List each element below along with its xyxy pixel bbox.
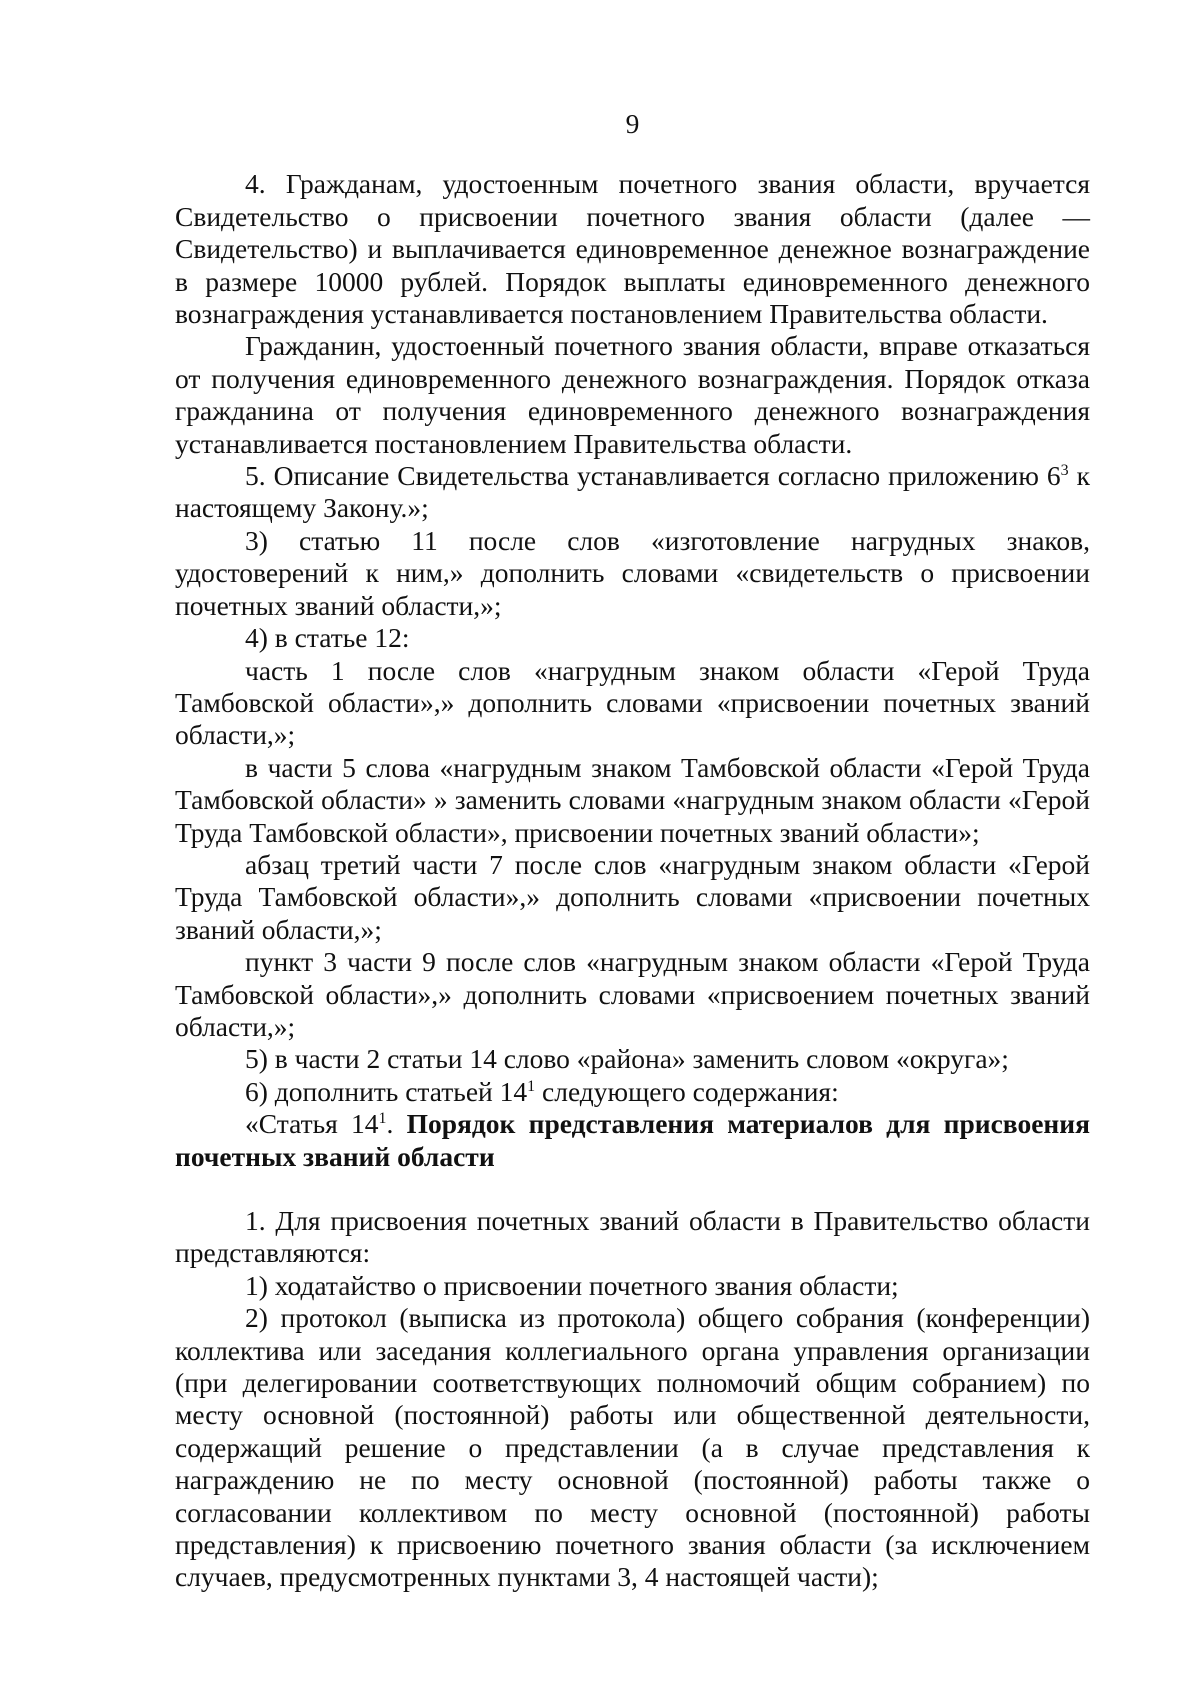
- paragraph-item-2: 2) протокол (выписка из протокола) общего собрания (конференции) коллектива или заседания коллегиального органа управления организации (при делегировании соответствующих полномочий общим собранием) по месту основной (постоянной) работы или общественной деятельности, содержащий решение о представлении (а в случае представления к награждению не по месту основной (постоянной) работы также о согласовании коллективом по месту основной (постоянной) работы представления) к присвоению почетного звания области (за исключением случаев, предусмотренных пунктами 3, 4 настоящей части);: [175, 1302, 1090, 1593]
- paragraph-award-certificate: 4. Гражданам, удостоенным почетного звания области, вручается Свидетельство о присвоении почетного звания области (далее — Свидетельство) и выплачивается единовременное денежное вознаграждение в размере 10000 рублей. Порядок выплаты единовременного денежного вознаграждения устанавливается постановлением Правительства области.: [175, 168, 1090, 330]
- paragraph-article-12: 4) в статье 12:: [245, 622, 410, 654]
- article-heading-dot: .: [386, 1108, 394, 1140]
- paragraph-part-7: абзац третий части 7 после слов «нагрудным знаком области «Герой Труда Тамбовской области»,» дополнить словами «присвоении почетных званий области,»;: [175, 848, 1090, 945]
- paragraph-materials-list: 1. Для присвоения почетных званий области в Правительство области представляются:: [175, 1205, 1090, 1269]
- superscript: 1: [527, 1077, 536, 1095]
- page-number: 9: [625, 108, 640, 139]
- paragraph-part-9: пункт 3 части 9 после слов «нагрудным знаком области «Герой Труда Тамбовской области»,» дополнить словами «присвоением почетных званий области,»;: [175, 946, 1090, 1042]
- paragraph-new-article-tail: следующего содержания:: [535, 1075, 839, 1107]
- paragraph-refusal: Гражданин, удостоенный почетного звания области, вправе отказаться от получения единовременного денежного вознаграждения. Порядок отказа гражданина от получения единовременного денежного вознаграждения устанавливается постановлением Правительства области.: [175, 330, 1090, 459]
- paragraph-certificate-description-text: 5. Описание Свидетельства устанавливается согласно приложению 6: [245, 460, 1061, 492]
- paragraph-article-11: 3) статью 11 после слов «изготовление нагрудных знаков, удостоверений к ним,» дополнить словами «свидетельств о присвоении почетных званий области,»;: [175, 524, 1090, 621]
- document-page: [175, 108, 1090, 1594]
- spacer: [175, 1173, 1090, 1205]
- paragraph-certificate-description: [175, 460, 1090, 525]
- article-heading-title: Порядок представления материалов для присвоения почетных званий области: [175, 1108, 1090, 1172]
- paragraph-certificate-description-tail: к настоящему Закону.»;: [175, 460, 1090, 524]
- superscript: 1: [378, 1110, 387, 1128]
- superscript: 3: [1060, 461, 1069, 479]
- paragraph-new-article-text: 6) дополнить статьей 14: [245, 1075, 528, 1107]
- paragraph-article-14: 5) в части 2 статьи 14 слово «района» заменить словом «округа»;: [245, 1043, 1009, 1075]
- paragraph-part-1: часть 1 после слов «нагрудным знаком области «Герой Труда Тамбовской области»,» дополнить словами «присвоении почетных званий области,»;: [175, 654, 1090, 751]
- paragraph-new-article: [175, 1076, 1090, 1108]
- article-heading-prefix: «Статья 14: [245, 1108, 379, 1140]
- paragraph-item-1: 1) ходатайство о присвоении почетного звания области;: [245, 1269, 899, 1301]
- paragraph-part-5: в части 5 слова «нагрудным знаком Тамбовской области «Герой Труда Тамбовской области» » заменить словами «нагрудным знаком области «Герой Труда Тамбовской области», присвоении почетных званий области»;: [175, 751, 1090, 848]
- article-heading: [175, 1108, 1090, 1173]
